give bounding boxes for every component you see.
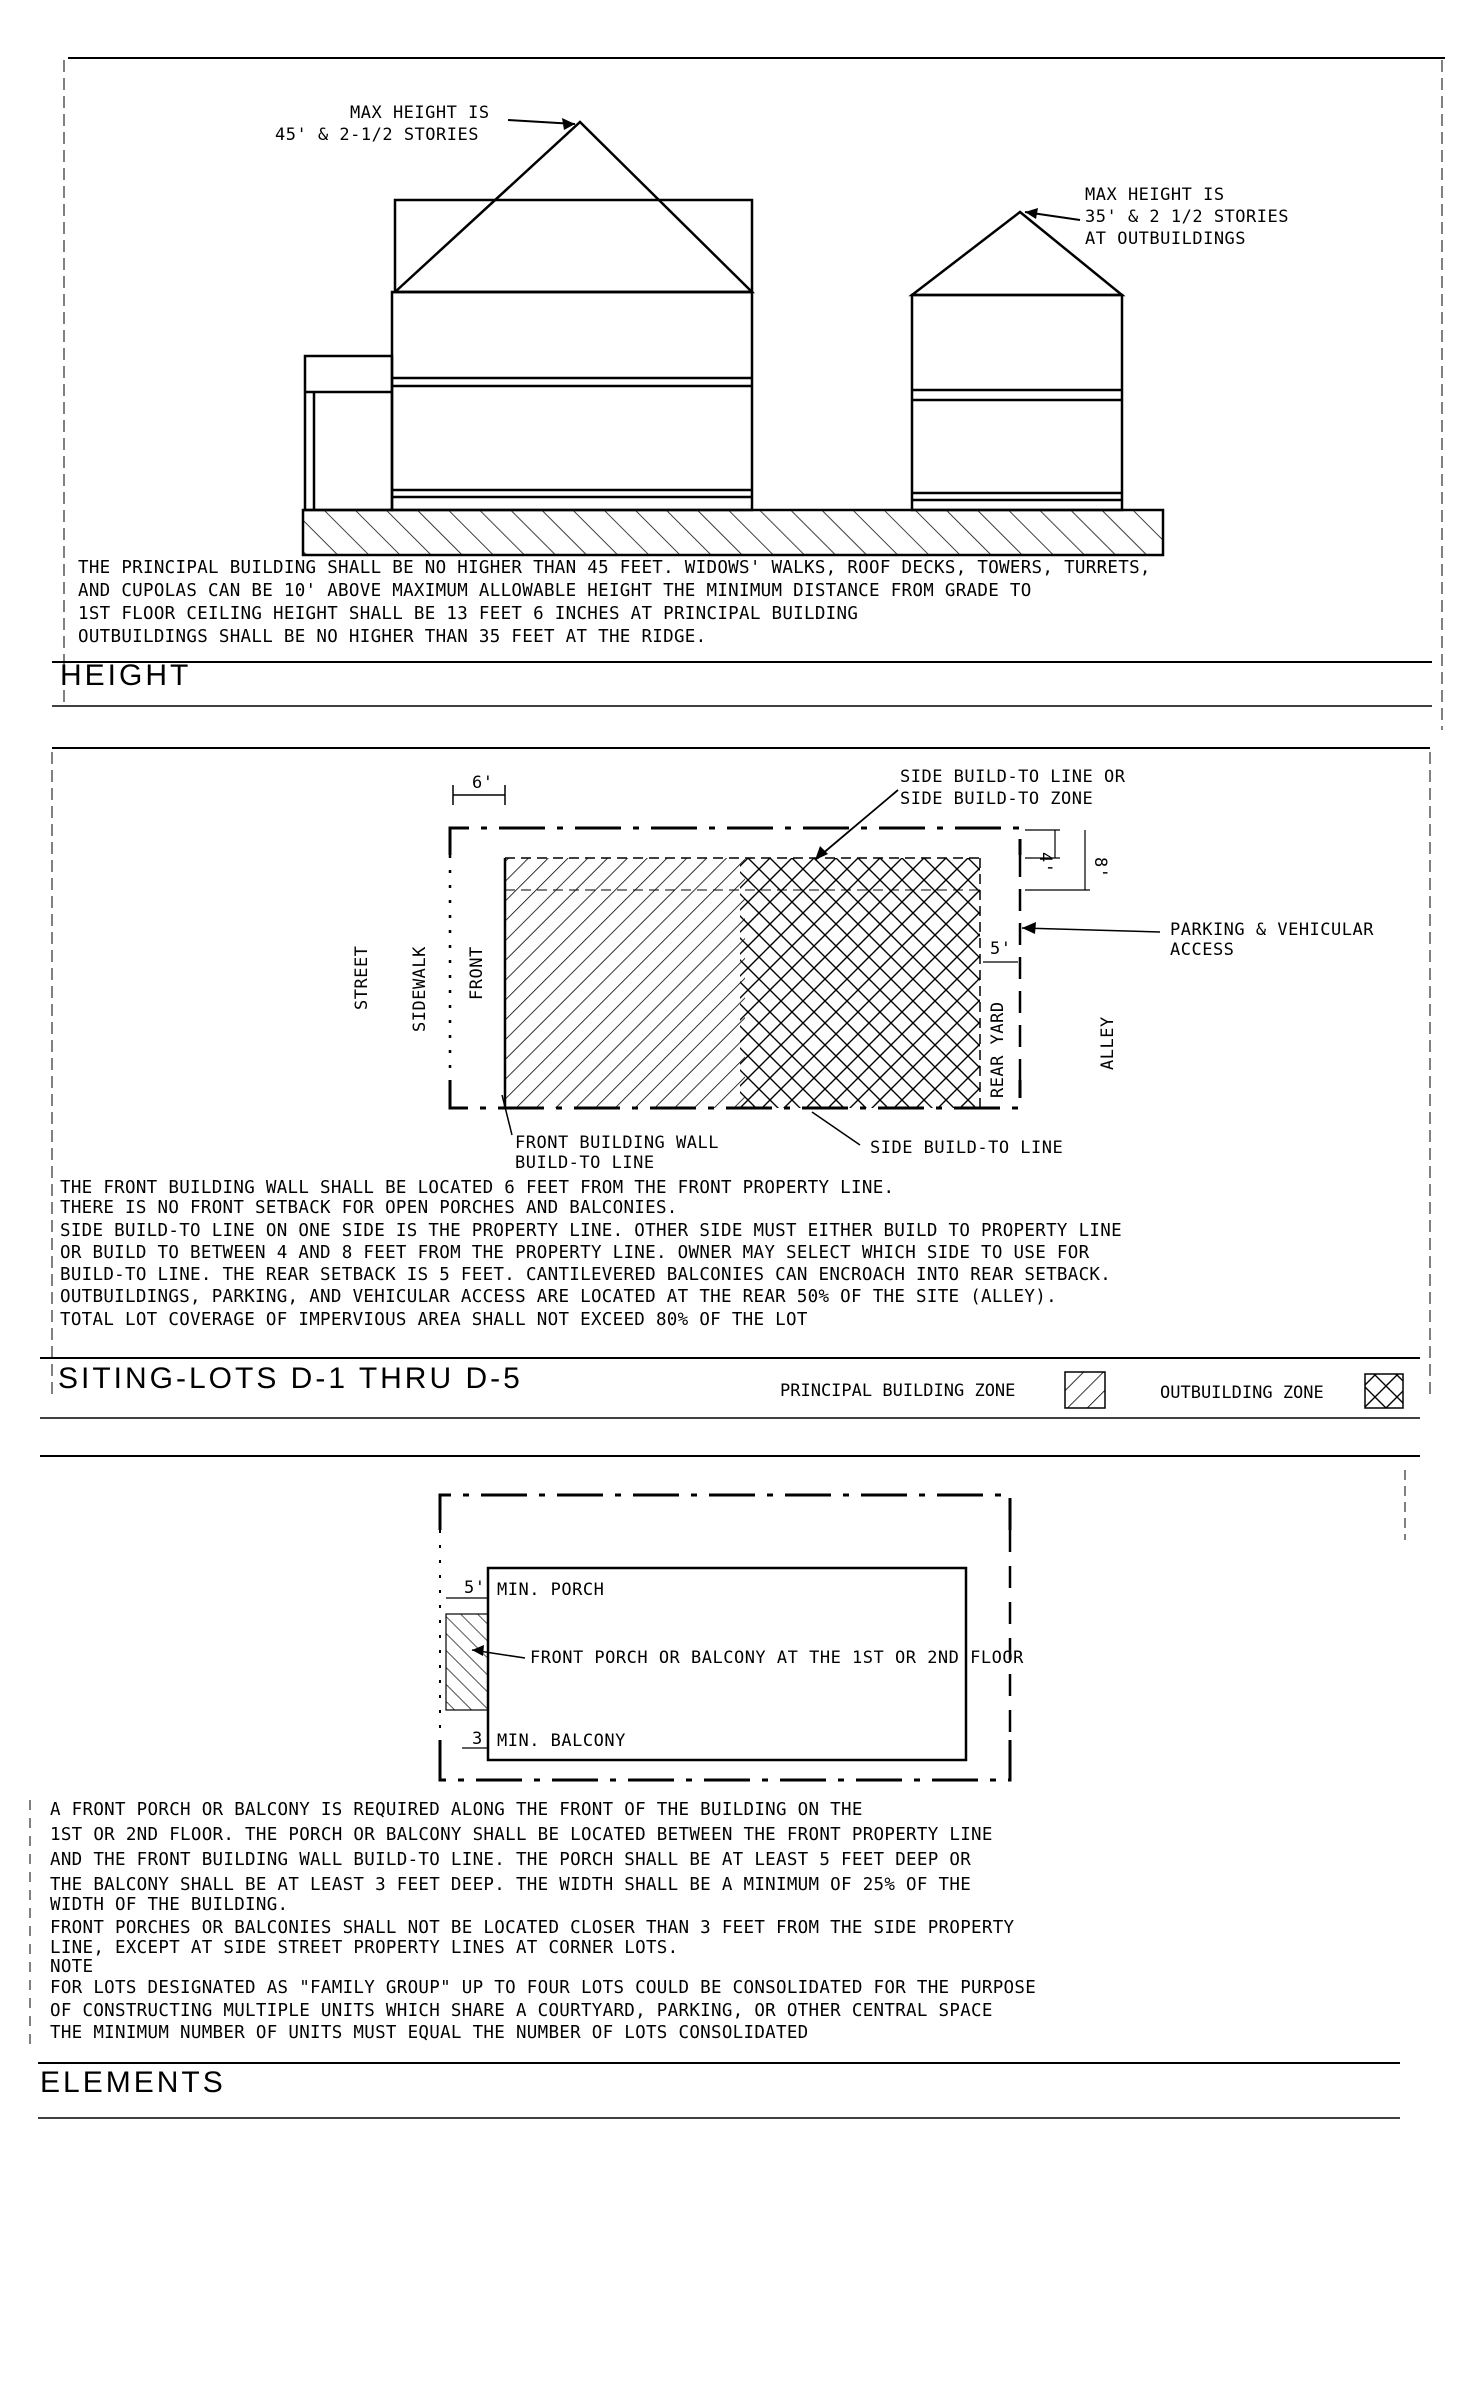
porch-zone	[446, 1614, 488, 1710]
label-street: STREET	[352, 945, 372, 1010]
outbuilding-zone	[740, 858, 980, 1108]
elements-property-line-top	[440, 1495, 1010, 1530]
label-front: FRONT	[467, 946, 487, 1000]
elements-title: ELEMENTS	[40, 2066, 226, 2099]
callout-parking-access: PARKING & VEHICULAR ACCESS	[1170, 920, 1374, 960]
callout-side-build-to-line: SIDE BUILD-TO LINE	[870, 1138, 1064, 1158]
siting-notes: THE FRONT BUILDING WALL SHALL BE LOCATED 6 FEET FROM THE FRONT PROPERTY LINE. THERE IS NO FRONT SETBACK FOR OPEN PORCHES AND BALCONIES. SIDE BUILD-TO LINE ON ONE SIDE IS THE PROPERTY LINE. OTHER SIDE MUST EITHER BUILD TO PROPERTY LINE OR BUILD TO BETWEEN 4 AND 8 FEET FROM THE PROPERTY LINE. OWNER MAY SELECT WHICH SIDE TO USE FOR BUILD-TO LINE. THE REAR SETBACK IS 5 FEET. CANTILEVERED BALCONIES CAN ENCROACH INTO REAR SETBACK. OUTBUILDINGS, PARKING, AND VEHICULAR ACCESS ARE LOCATED AT THE REAR 50% OF THE SITE (ALLEY). TOTAL LOT COVERAGE OF IMPERVIOUS AREA SHALL NOT EXCEED 80% OF THE LOT	[60, 1178, 1122, 1330]
label-min-balcony: MIN. BALCONY	[497, 1731, 626, 1751]
callout-principal-height: MAX HEIGHT IS 45' & 2-1/2 STORIES	[275, 103, 490, 145]
dim-side-a: 4'	[1035, 852, 1055, 874]
label-rear-yard: REAR YARD	[988, 1001, 1008, 1098]
principal-roof-base	[395, 200, 752, 292]
ground-hatch	[303, 510, 1163, 555]
label-min-porch: MIN. PORCH	[497, 1580, 605, 1600]
label-sidewalk: SIDEWALK	[410, 946, 430, 1032]
label-alley: ALLEY	[1098, 1016, 1118, 1070]
principal-building-elevation	[305, 122, 752, 510]
callout-side-build-to-zone: SIDE BUILD-TO LINE OR SIDE BUILD-TO ZONE	[900, 767, 1126, 809]
property-line-top	[450, 828, 1020, 855]
height-notes: THE PRINCIPAL BUILDING SHALL BE NO HIGHER THAN 45 FEET. WIDOWS' WALKS, ROOF DECKS, TOWERS, TURRETS, AND CUPOLAS CAN BE 10' ABOVE MAXIMUM ALLOWABLE HEIGHT THE MINIMUM DISTANCE FROM GRADE TO 1ST FLOOR CEILING HEIGHT SHALL BE 13 FEET 6 INCHES AT PRINCIPAL BUILDING OUTBUILDINGS SHALL BE NO HIGHER THAN 35 FEET AT THE RIDGE.	[78, 558, 1151, 647]
dim-rear-setback: 5'	[990, 939, 1012, 959]
elements-panel	[30, 1456, 1420, 2118]
principal-building-zone	[505, 858, 745, 1108]
dim-side-b: 8'	[1090, 857, 1110, 879]
legend-principal-swatch	[1065, 1372, 1105, 1408]
legend-outbuilding-label: OUTBUILDING ZONE	[1160, 1383, 1324, 1403]
legend-principal-label: PRINCIPAL BUILDING ZONE	[780, 1381, 1016, 1401]
dim-balcony: 3'	[472, 1729, 494, 1749]
height-title: HEIGHT	[60, 659, 192, 692]
callout-front-wall-build-to: FRONT BUILDING WALL BUILD-TO LINE	[515, 1133, 719, 1173]
height-panel	[52, 58, 1445, 730]
label-front-porch-balcony: FRONT PORCH OR BALCONY AT THE 1ST OR 2ND FLOOR	[530, 1648, 1024, 1668]
siting-panel	[40, 748, 1430, 1418]
legend-outbuilding-swatch	[1365, 1374, 1403, 1408]
outbuilding-body	[912, 295, 1122, 510]
elements-notes: A FRONT PORCH OR BALCONY IS REQUIRED ALONG THE FRONT OF THE BUILDING ON THE 1ST OR 2ND FLOOR. THE PORCH OR BALCONY SHALL BE LOCATED BETWEEN THE FRONT PROPERTY LINE AND THE FRONT BUILDING WALL BUILD-TO LINE. THE PORCH SHALL BE AT LEAST 5 FEET DEEP OR THE BALCONY SHALL BE AT LEAST 3 FEET DEEP. THE WIDTH SHALL BE A MINIMUM OF 25% OF THE WIDTH OF THE BUILDING. FRONT PORCHES OR BALCONIES SHALL NOT BE LOCATED CLOSER THAN 3 FEET FROM THE SIDE PROPERTY LINE, EXCEPT AT SIDE STREET PROPERTY LINES AT CORNER LOTS. NOTE FOR LOTS DESIGNATED AS "FAMILY GROUP" UP TO FOUR LOTS COULD BE CONSOLIDATED FOR THE PURPOSE OF CONSTRUCTING MULTIPLE UNITS WHICH SHARE A COURTYARD, PARKING, OR OTHER CENTRAL SPACE THE MINIMUM NUMBER OF UNITS MUST EQUAL THE NUMBER OF LOTS CONSOLIDATED	[50, 1800, 1037, 2043]
outbuilding-elevation	[912, 212, 1122, 510]
dim-porch: 5'	[464, 1578, 486, 1598]
dim-front-setback: 6'	[472, 773, 494, 793]
principal-body	[392, 292, 752, 510]
principal-wing	[305, 356, 392, 510]
principal-roof	[395, 122, 752, 292]
callout-outbuilding-height: MAX HEIGHT IS 35' & 2 1/2 STORIES AT OUTBUILDINGS	[1085, 185, 1289, 249]
siting-title: SITING-LOTS D-1 THRU D-5	[58, 1362, 523, 1395]
